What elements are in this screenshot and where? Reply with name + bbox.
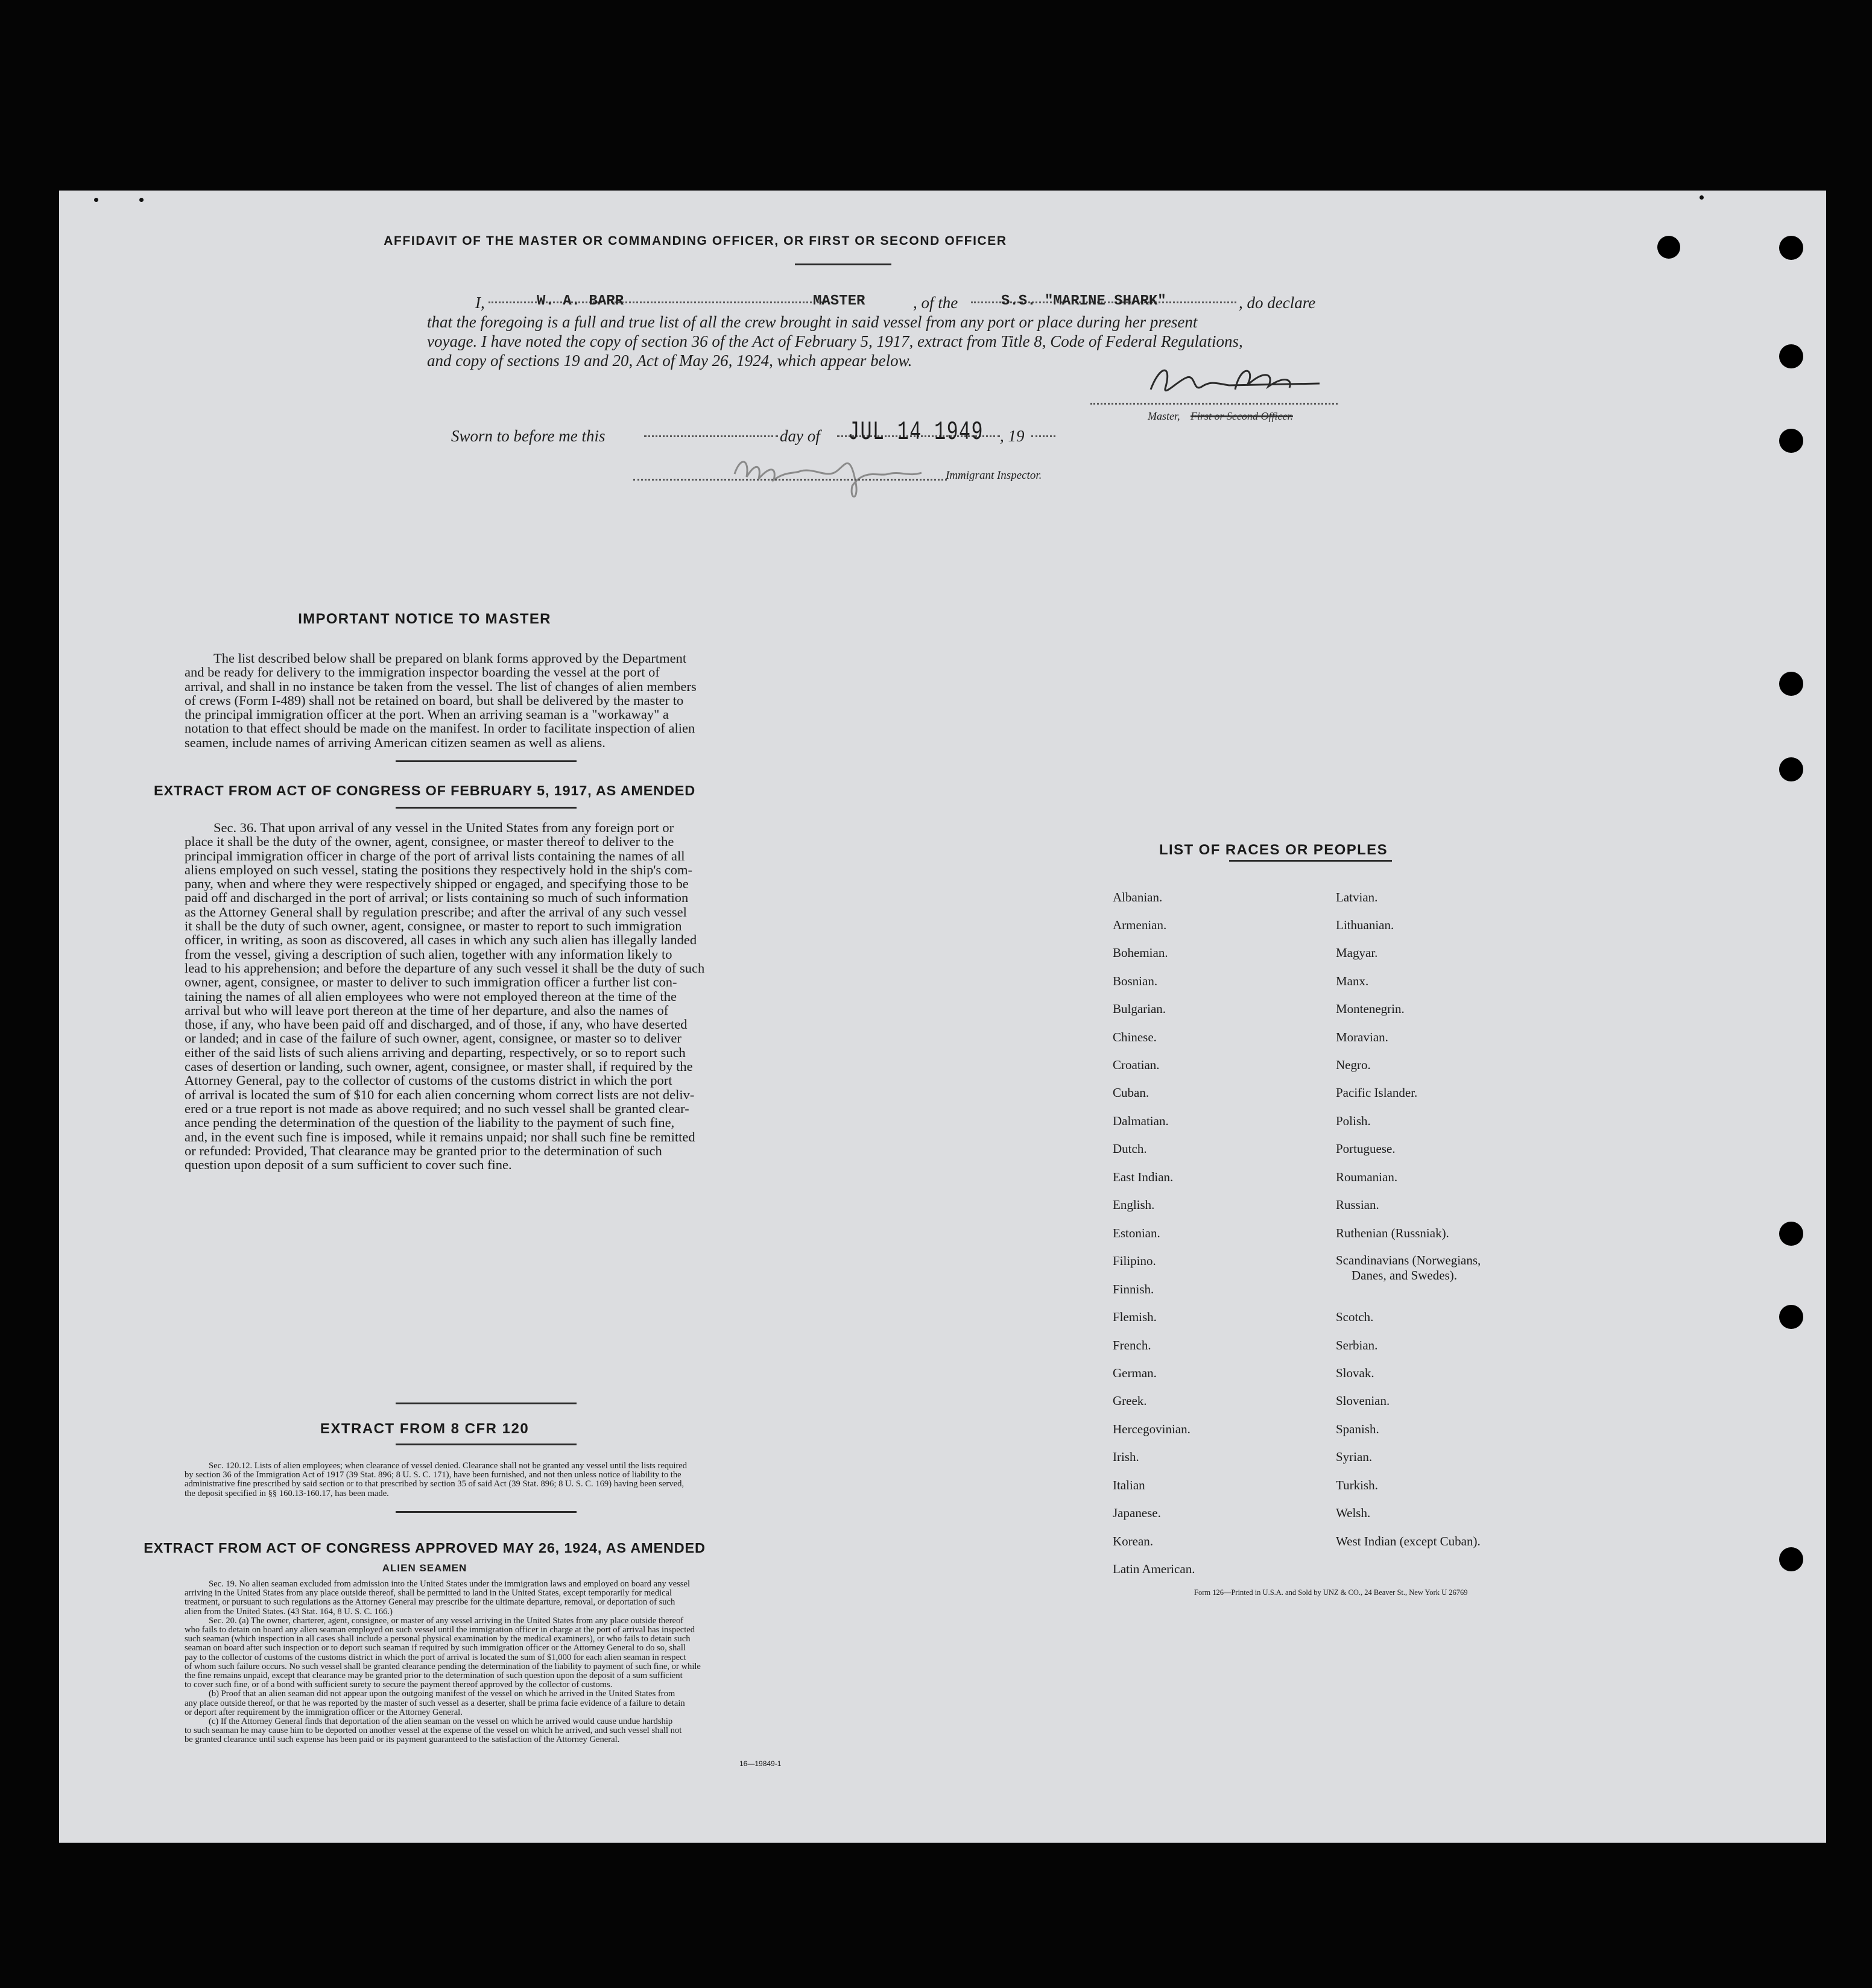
race-left: Albanian. <box>1113 890 1163 904</box>
section-36-line: from the vessel, giving a description of such alien, together with any information likely to <box>185 946 672 962</box>
section-36-line: taining the names of all alien employees who were not employed thereon at the time of the <box>185 988 677 1004</box>
section-19-line: treatment, or pursuant to such regulations as the Attorney General may prescribe for the ultimate departure, removal, or deportation of such <box>185 1597 675 1608</box>
notice-body <box>185 651 792 749</box>
cfr-end-divider <box>396 1511 577 1513</box>
race-left: Latin American. <box>1113 1562 1195 1576</box>
notice-line: of crews (Form I-489) shall not be retained on board, but shall be delivered by the master to <box>185 692 684 708</box>
notice-line: notation to that effect should be made on the manifest. In order to facilitate inspection of alien <box>185 721 695 736</box>
race-right: West Indian (except Cuban). <box>1336 1534 1481 1548</box>
declaration-line-3: voyage. I have noted the copy of section 36 of the Act of February 5, 1917, extract from Title 8, Code of Federal Regulations, <box>427 332 1243 350</box>
race-right: Montenegrin. <box>1336 1002 1405 1016</box>
binder-hole <box>1657 236 1680 259</box>
form-code: 16—19849-1 <box>739 1759 782 1768</box>
binder-hole <box>1779 672 1803 696</box>
section-20-line: who fails to detain on board any alien seaman employed on such vessel until the immigration officer in charge at the port of arrival has inspected <box>185 1625 695 1635</box>
section-36-line: it shall be the duty of such owner, agent, consignee, or master to report to such immigration <box>185 918 682 934</box>
master-signature <box>1145 356 1344 414</box>
section-36-line: lead to his apprehension; and before the departure of any such vessel it shall be the duty of such <box>185 960 705 976</box>
extract-1917-divider <box>396 807 577 809</box>
section-19-line: Sec. 19. No alien seaman excluded from admission into the United States under the immigration laws and employed on board any vessel <box>209 1579 691 1589</box>
cfr-title: EXTRACT FROM 8 CFR 120 <box>320 1421 530 1437</box>
race-left: Bohemian. <box>1113 945 1168 960</box>
cfr-divider <box>396 1444 577 1445</box>
race-left: Bulgarian. <box>1113 1002 1166 1016</box>
title-divider <box>795 263 891 265</box>
section-20c-line: (c) If the Attorney General finds that deportation of the alien seaman on the vessel on which he arrived would cause undue hardship <box>209 1717 673 1727</box>
cfr-line: Sec. 120.12. Lists of alien employees; when clearance of vessel denied. Clearance shall not be granted any vessel until the lists required <box>209 1461 688 1471</box>
section-36-line: Attorney General, pay to the collector of customs of the customs district in which the port <box>185 1073 672 1088</box>
section-20-line: the fine remains unpaid, except that clearance may be granted prior to the determination of such question upon the deposit of a sum sufficient <box>185 1671 683 1681</box>
form-sheet <box>59 191 1826 1843</box>
inspector-label: Immigrant Inspector. <box>946 469 1042 482</box>
section-36-line: or refunded: Provided, That clearance may be granted prior to the determination of such <box>185 1143 662 1158</box>
section-36-line: aliens employed on such vessel, stating the positions they respectively hold in the ship's com- <box>185 862 693 877</box>
officer-label-struck: First or Second Officer. <box>1191 410 1293 422</box>
notice-divider <box>396 760 577 762</box>
section-20c-line: be granted clearance until such expense has been paid or its payment guaranteed to the satisfaction of the Attorney General. <box>185 1735 620 1745</box>
declaration-line-2: that the foregoing is a full and true list of all the crew brought in said vessel from any port or place during her present <box>427 313 1198 331</box>
race-left: East Indian. <box>1113 1170 1174 1184</box>
race-left: French. <box>1113 1338 1151 1352</box>
race-right: Welsh. <box>1336 1506 1371 1520</box>
master-label: Master, <box>1148 410 1180 422</box>
section-36-line: and, in the event such fine is imposed, while it remains unpaid; nor shall such fine be remitted <box>185 1129 695 1144</box>
race-right: Scandinavians (Norwegians, <box>1336 1253 1481 1267</box>
race-left: Dalmatian. <box>1113 1114 1169 1128</box>
race-right: Magyar. <box>1336 945 1378 960</box>
race-right: Roumanian. <box>1336 1170 1398 1184</box>
race-left: Estonian. <box>1113 1226 1160 1240</box>
section-36-line: paid off and discharged in the port of arrival; or lists containing so much of such information <box>185 890 689 906</box>
notice-line: The list described below shall be prepared on blank forms approved by the Department <box>213 651 687 666</box>
section-20-line: of whom such failure occurs. No such vessel shall be granted clearance pending the determination of the liability to payment of such fine, or while <box>185 1661 701 1671</box>
race-right: Turkish. <box>1336 1478 1378 1492</box>
sworn-label: Sworn to before me this <box>451 427 606 445</box>
inspector-signature-line <box>633 479 947 481</box>
section-19-line: arriving in the United States from any place outside thereof, shall be permitted to land in the United States, except temporarily for medical <box>185 1588 672 1598</box>
binder-hole <box>1779 757 1803 781</box>
race-left: Finnish. <box>1113 1282 1154 1296</box>
extract-1924-title: EXTRACT FROM ACT OF CONGRESS APPROVED MAY 26, 1924, AS AMENDED <box>144 1540 706 1556</box>
of-the-label: , of the <box>913 294 958 312</box>
notice-line: and be ready for delivery to the immigration inspector boarding the vessel at the port of <box>185 664 660 680</box>
race-right: Danes, and Swedes). <box>1352 1268 1457 1283</box>
section-20-line: seaman on board after such inspection or to deport such seaman if required by such immigration officer or the Attorney General to do so, shall <box>185 1643 686 1653</box>
binder-hole <box>1779 344 1803 368</box>
section-19-line: alien from the United States. (43 Stat. 164, 8 U. S. C. 166.) <box>185 1606 393 1617</box>
inspector-signature <box>729 444 952 504</box>
race-right: Polish. <box>1336 1114 1371 1128</box>
section-20b-line: any place outside thereof, or that he was reported by the master of such vessel as a deserter, shall be prima facie evidence of a failure to detain <box>185 1698 685 1708</box>
race-left: Filipino. <box>1113 1254 1156 1268</box>
race-right: Scotch. <box>1336 1310 1374 1324</box>
race-right: Ruthenian (Russniak). <box>1336 1226 1449 1240</box>
section-20b-line: (b) Proof that an alien seaman did not appear upon the outgoing manifest of the vessel on which he arrived in the United States from <box>209 1689 675 1699</box>
sworn-day-line <box>644 435 778 437</box>
race-right: Spanish. <box>1336 1422 1379 1436</box>
section-36-line: owner, agent, consignee, or master to deliver to such immigration officer a further list con- <box>185 974 677 990</box>
section-36-line: officer, in writing, as soon as discovered, all cases in which any such alien has illegally landed <box>185 932 697 948</box>
race-left: Chinese. <box>1113 1030 1157 1044</box>
section-36-line: pany, when and where they were respectively shipped or engaged, and specifying those to be <box>185 876 689 892</box>
printer-footer: Form 126—Printed in U.S.A. and Sold by UNZ & CO., 24 Beaver St., New York U 26769 <box>1194 1588 1468 1597</box>
extract-1917-title: EXTRACT FROM ACT OF CONGRESS OF FEBRUARY 5, 1917, AS AMENDED <box>153 783 695 798</box>
year-line <box>1031 435 1055 437</box>
master-name-typed: W. A. BARR <box>537 293 624 309</box>
binder-hole <box>1779 1305 1803 1329</box>
race-left: Hercegovinian. <box>1113 1422 1191 1436</box>
section-36-line: question upon deposit of a sum sufficient to cover such fine. <box>185 1157 512 1173</box>
cfr-line: administrative fine prescribed by said section or to that prescribed by section 35 of said Act (39 Stat. 896; 8 U. S. C. 169) having been served, <box>185 1479 685 1489</box>
race-left: German. <box>1113 1366 1157 1380</box>
section-36-line: cases of desertion or landing, such owner, agent, consignee, or master shall, if required by the <box>185 1059 693 1074</box>
race-right: Negro. <box>1336 1058 1371 1072</box>
extract-1917-body <box>185 821 792 1172</box>
section-20-line: such seaman (which inspection in all cases shall include a personal physical examination by the medical examiners), or who fails to detain such <box>185 1634 691 1644</box>
section-36-line: either of the said lists of such aliens arriving and departing, respectively, or so to report such <box>185 1044 686 1060</box>
race-right: Slovak. <box>1336 1366 1374 1380</box>
race-left: Korean. <box>1113 1534 1154 1548</box>
notice-line: the principal immigration officer at the port. When an arriving seaman is a "workaway" a <box>185 707 669 722</box>
race-right: Moravian. <box>1336 1030 1388 1044</box>
races-title: LIST OF RACES OR PEOPLES <box>1159 842 1388 858</box>
section-20c-line: to such seaman he may cause him to be deported on another vessel at the expense of the vessel on which he arrived, and such vessel shall not <box>185 1726 682 1736</box>
race-left: Armenian. <box>1113 918 1167 932</box>
vessel-name-typed: S.S. "MARINE SHARK" <box>1001 293 1166 309</box>
section-36-line: those, if any, who have been paid off and discharged, and of those, if any, who have deserted <box>185 1017 688 1032</box>
alien-seamen-subtitle: ALIEN SEAMEN <box>382 1562 467 1574</box>
races-title-underline <box>1229 860 1392 862</box>
section-20-line: pay to the collector of customs of the customs district in which the port of arrival is located the sum of $1,000 for each alien seaman in respect <box>185 1652 686 1662</box>
section-36-line: Sec. 36. That upon arrival of any vessel in the United States from any foreign port or <box>213 820 674 835</box>
notice-line: seamen, include names of arriving American citizen seamen as well as aliens. <box>185 734 606 750</box>
year-label: , 19 <box>1000 427 1025 445</box>
race-left: Greek. <box>1113 1393 1147 1408</box>
race-left: Bosnian. <box>1113 974 1158 988</box>
race-right: Russian. <box>1336 1198 1379 1212</box>
i-label: I, <box>475 294 485 312</box>
section-36-line: ered or a true report is not made as above required; and no such vessel shall be granted clear- <box>185 1100 689 1116</box>
cfr-line: by section 36 of the Immigration Act of 1917 (39 Stat. 896; 8 U. S. C. 171), have been furnished, and not then unless notice of liability to the <box>185 1470 681 1480</box>
rank-typed: MASTER <box>813 293 865 309</box>
date-stamp: JUL 14 1949 <box>848 417 984 447</box>
race-right: Pacific Islander. <box>1336 1085 1418 1100</box>
binder-hole <box>1779 1222 1803 1246</box>
binder-hole <box>1779 236 1803 260</box>
race-right: Slovenian. <box>1336 1393 1390 1408</box>
section-36-line: arrival but who will leave port thereon at the time of her departure, and also the names of <box>185 1002 669 1018</box>
section-20-line: Sec. 20. (a) The owner, charterer, agent, consignee, or master of any vessel arriving in the United States from any place outside thereof <box>209 1615 684 1626</box>
race-right: Serbian. <box>1336 1338 1378 1352</box>
section-36-line: of arrival is located the sum of $10 for each alien concerning whom correct lists are not deliv- <box>185 1087 695 1102</box>
extract-1917-end-divider <box>396 1403 577 1404</box>
speck <box>94 198 98 202</box>
day-of-label: day of <box>780 427 820 445</box>
speck <box>139 198 144 202</box>
section-20b-line: or deport after requirement by the immigration officer or the Attorney General. <box>185 1707 463 1717</box>
race-left: Croatian. <box>1113 1058 1160 1072</box>
notice-line: arrival, and shall in no instance be taken from the vessel. The list of changes of alien members <box>185 678 697 694</box>
race-right: Latvian. <box>1336 890 1378 904</box>
race-left: Dutch. <box>1113 1141 1147 1156</box>
cfr-line: the deposit specified in §§ 160.13-160.17, has been made. <box>185 1488 389 1498</box>
race-left: Irish. <box>1113 1450 1139 1464</box>
race-right: Manx. <box>1336 974 1369 988</box>
race-right: Syrian. <box>1336 1450 1373 1464</box>
section-36-line: principal immigration officer in charge of the port of arrival lists containing the names of all <box>185 848 685 863</box>
section-36-line: as the Attorney General shall by regulation prescribe; and after the arrival of any such vessel <box>185 904 687 920</box>
extract-1924-body <box>185 1580 792 1745</box>
race-right: Portuguese. <box>1336 1141 1396 1156</box>
race-left: Cuban. <box>1113 1085 1149 1100</box>
section-36-line: or landed; and in case of the failure of such owner, agent, consignee, or master so to deliver <box>185 1030 681 1046</box>
section-20-line: to cover such fine, or of a bond with sufficient surety to secure the payment thereof approved by the collector of customs. <box>185 1680 613 1690</box>
race-left: English. <box>1113 1198 1155 1212</box>
race-right: Lithuanian. <box>1336 918 1394 932</box>
do-declare-label: , do declare <box>1239 294 1316 312</box>
binder-hole <box>1779 1547 1803 1571</box>
binder-hole <box>1779 429 1803 453</box>
cfr-body <box>185 1462 792 1498</box>
race-left: Japanese. <box>1113 1506 1161 1520</box>
affidavit-title: AFFIDAVIT OF THE MASTER OR COMMANDING OFFICER, OR FIRST OR SECOND OFFICER <box>384 234 1007 248</box>
section-36-line: ance pending the determination of the question of the liability to the payment of such fine, <box>185 1115 675 1131</box>
master-signature-line <box>1090 403 1338 405</box>
race-left: Flemish. <box>1113 1310 1157 1324</box>
declaration-line-4: and copy of sections 19 and 20, Act of May 26, 1924, which appear below. <box>427 352 912 370</box>
speck <box>1700 195 1704 200</box>
notice-title: IMPORTANT NOTICE TO MASTER <box>298 611 551 627</box>
section-36-line: place it shall be the duty of the owner, agent, consignee, or master thereof to deliver to the <box>185 834 674 850</box>
race-left: Italian <box>1113 1478 1145 1492</box>
